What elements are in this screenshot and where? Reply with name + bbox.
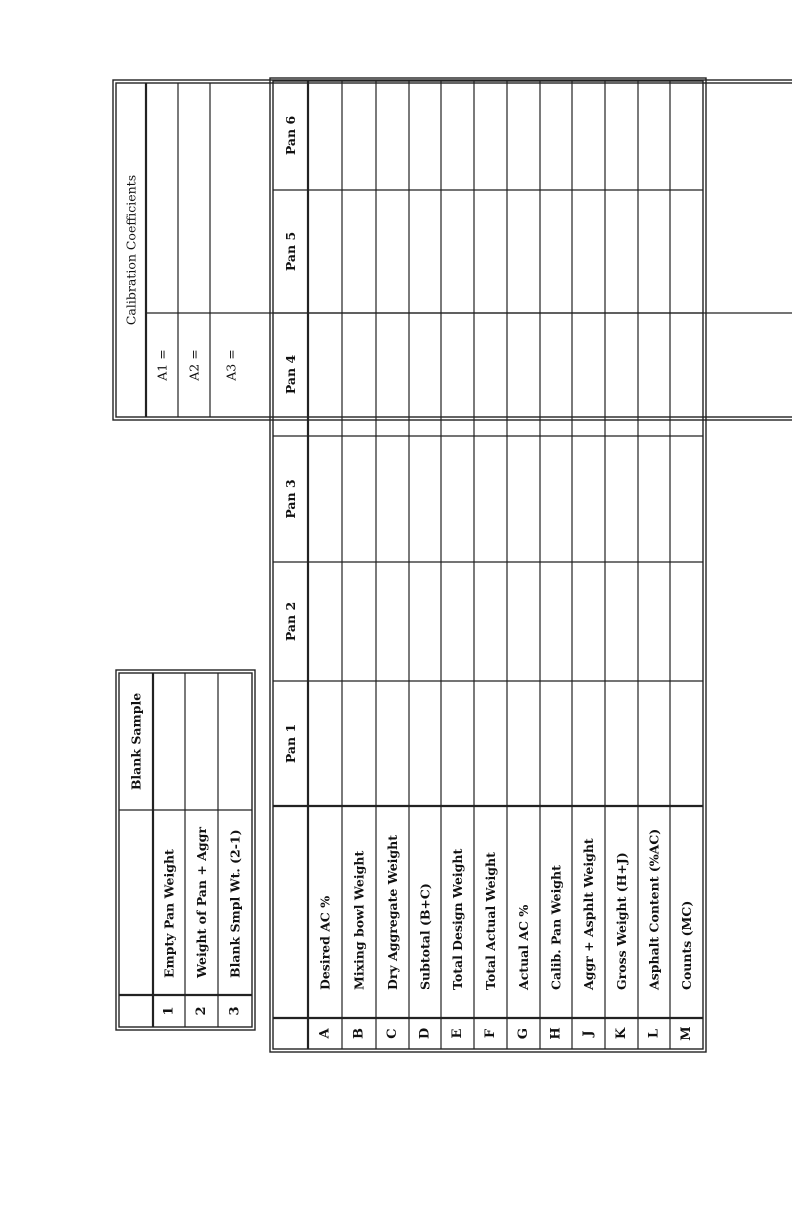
calibration-coefficients-table — [113, 80, 792, 420]
blank-row-label: Blank Smpl Wt. (2-1) — [227, 829, 243, 978]
pan-row-label: Aggr + Asphlt Weight — [581, 838, 596, 990]
pan-row-label: Mixing bowl Weight — [351, 850, 367, 990]
pan-row-key: M — [679, 1026, 694, 1041]
pan-header: Pan 1 — [283, 723, 298, 764]
pan-header: Pan 5 — [283, 231, 298, 272]
pan-row-label: Dry Aggregate Weight — [385, 835, 400, 990]
pan-row-key: H — [548, 1027, 564, 1040]
calibration-table-outer-border — [113, 80, 792, 420]
calibration-table-inner-border — [116, 83, 792, 417]
pan-row-label: Gross Weight (H+J) — [614, 852, 629, 990]
pan-row-key: L — [646, 1028, 662, 1039]
pan-row-key: K — [614, 1027, 629, 1040]
blank-row-number: 2 — [194, 1006, 209, 1016]
pan-row-label: Subtotal (B+C) — [417, 883, 433, 990]
pan-row-key: B — [351, 1028, 367, 1039]
pan-row-key: E — [450, 1028, 465, 1039]
calibration-coefficient-label: A3 = — [223, 349, 239, 381]
pan-row-key: F — [483, 1028, 498, 1039]
pan-row-label: Total Design Weight — [450, 848, 465, 990]
pan-row-key: D — [417, 1027, 433, 1040]
pan-row-key: G — [516, 1027, 531, 1040]
pan-header: Pan 3 — [283, 479, 298, 519]
pan-row-key: A — [317, 1028, 333, 1039]
pan-row-label: Total Actual Weight — [483, 852, 498, 990]
calibration-header: Calibration Coefficients — [123, 174, 139, 326]
blank-sample-header: Blank Sample — [128, 692, 144, 791]
blank-row-label: Empty Pan Weight — [161, 849, 177, 978]
blank-sample-table — [116, 670, 255, 1030]
pan-data-table — [270, 78, 706, 1052]
pan-row-key: J — [581, 1030, 596, 1037]
pan-row-label: Calib. Pan Weight — [548, 865, 564, 990]
pan-header: Pan 6 — [283, 115, 298, 156]
pan-row-label: Desired AC % — [317, 895, 333, 990]
pan-row-label: Asphalt Content (%AC) — [646, 828, 662, 990]
calibration-coefficient-label: A1 = — [154, 349, 170, 381]
pan-row-label: Actual AC % — [516, 904, 531, 990]
pan-row-key: C — [385, 1028, 400, 1039]
blank-row-number: 3 — [227, 1006, 243, 1016]
pan-header: Pan 2 — [283, 601, 298, 642]
pan-row-label: Counts (MC) — [679, 900, 694, 990]
blank-row-number: 1 — [161, 1006, 177, 1016]
blank-row-label: Weight of Pan + Aggr — [194, 827, 209, 978]
pan-header: Pan 4 — [283, 354, 298, 395]
calibration-coefficient-label: A2 = — [186, 349, 202, 381]
